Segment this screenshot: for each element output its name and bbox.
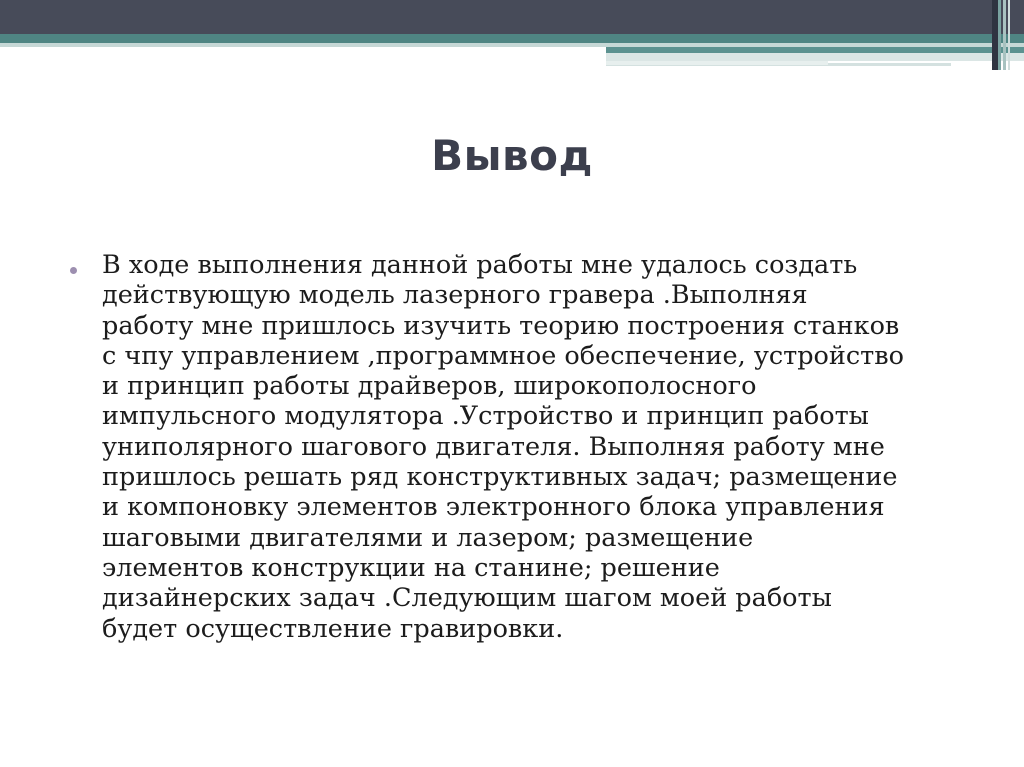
slide-title: Вывод [431, 131, 593, 180]
bullet-text: В ходе выполнения данной работы мне удалось создать действующую модель лазерного гравера .Выполняя работу мне пришлось изучить теорию построения станков с чпу управлением ,программное обеспечение, устройство и принцип работы драйверов, широкополосного импульсного модулятора .Устройство и принцип работы униполярного шагового двигателя. Выполняя работу мне пришлось решать ряд конструктивных задач; размещение и компоновку элементов электронного блока управления шаговыми двигателями и лазером; размещение элементов конструкции на станине; решение дизайнерских задач .Следующим шагом моей работы будет осуществление гравировки. [102, 250, 904, 644]
bullet-dot-icon [70, 267, 77, 274]
header-bar-dark [0, 0, 1024, 34]
corner-stripe [1008, 0, 1010, 70]
slide-content [70, 250, 990, 644]
corner-stripe [998, 0, 1001, 70]
header-bar-teal [0, 34, 1024, 43]
bullet-item [70, 250, 990, 644]
header-accent-bar-light [606, 53, 1024, 61]
header-accent-bar-faint [606, 61, 828, 65]
corner-stripe [1003, 0, 1006, 70]
